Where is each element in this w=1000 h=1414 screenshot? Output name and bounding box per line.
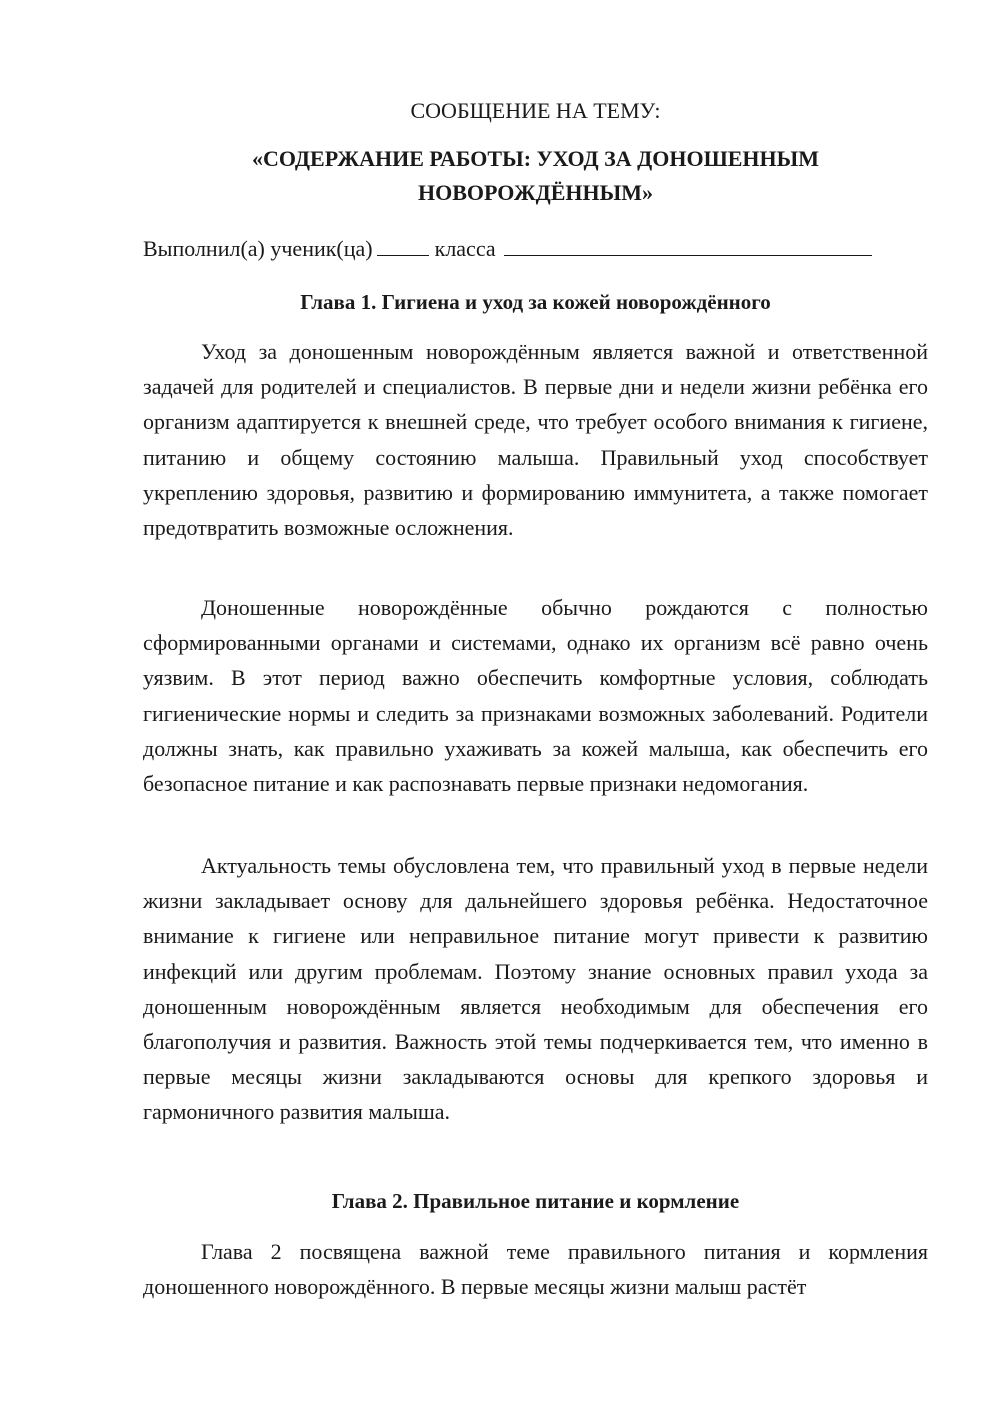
class-number-blank[interactable]: [377, 233, 429, 256]
chapter-1-heading: Глава 1. Гигиена и уход за кожей новорождённого: [300, 290, 771, 314]
chapter-1-paragraph: Уход за доношенным новорождённым является важной и ответственной задачей для родителей и специалистов. В первые дни и недели жизни ребёнка его организм адаптируется к внешней среде, что требует особого внимания к гигиене, питанию и общему состоянию малыша. Правильный уход способствует укреплению здоровья, развитию и формированию иммунитета, а также помогает предотвратить возможные осложнения.: [143, 339, 928, 541]
document-label: СООБЩЕНИЕ НА ТЕМУ:: [410, 98, 661, 123]
class-word: класса: [434, 236, 496, 261]
author-line: [143, 233, 928, 265]
chapter-1-paragraph: Актуальность темы обусловлена тем, что правильный уход в первые недели жизни закладывает основу для дальнейшего здоровья ребёнка. Недостаточное внимание к гигиене или неправильное питание могут привести к развитию инфекций или другим проблемам. Поэтому знание основных правил ухода за доношенным новорождённым является необходимым для обеспечения его благополучия и развития. Важность этой темы подчеркивается тем, что именно в первые месяцы жизни закладываются основы для крепкого здоровья и гармоничного развития малыша.: [143, 853, 928, 1125]
chapter-2-paragraph: Глава 2 посвящена важной теме правильного питания и кормления доношенного новорождённого. В первые месяцы жизни малыш растёт: [143, 1239, 928, 1300]
document-title: «СОДЕРЖАНИЕ РАБОТЫ: УХОД ЗА ДОНОШЕННЫМ НОВОРОЖДЁННЫМ»: [251, 146, 819, 205]
author-prefix: Выполнил(а) ученик(ца): [143, 236, 373, 261]
student-name-blank[interactable]: [504, 233, 872, 256]
chapter-1-paragraph: Доношенные новорождённые обычно рождаются с полностью сформированными органами и системами, однако их организм всё равно очень уязвим. В этот период важно обеспечить комфортные условия, соблюдать гигиенические нормы и следить за признаками возможных заболеваний. Родители должны знать, как правильно ухаживать за кожей малыша, как обеспечить его безопасное питание и как распознавать первые признаки недомогания.: [143, 595, 928, 797]
chapter-2-heading: Глава 2. Правильное питание и кормление: [331, 1189, 740, 1213]
